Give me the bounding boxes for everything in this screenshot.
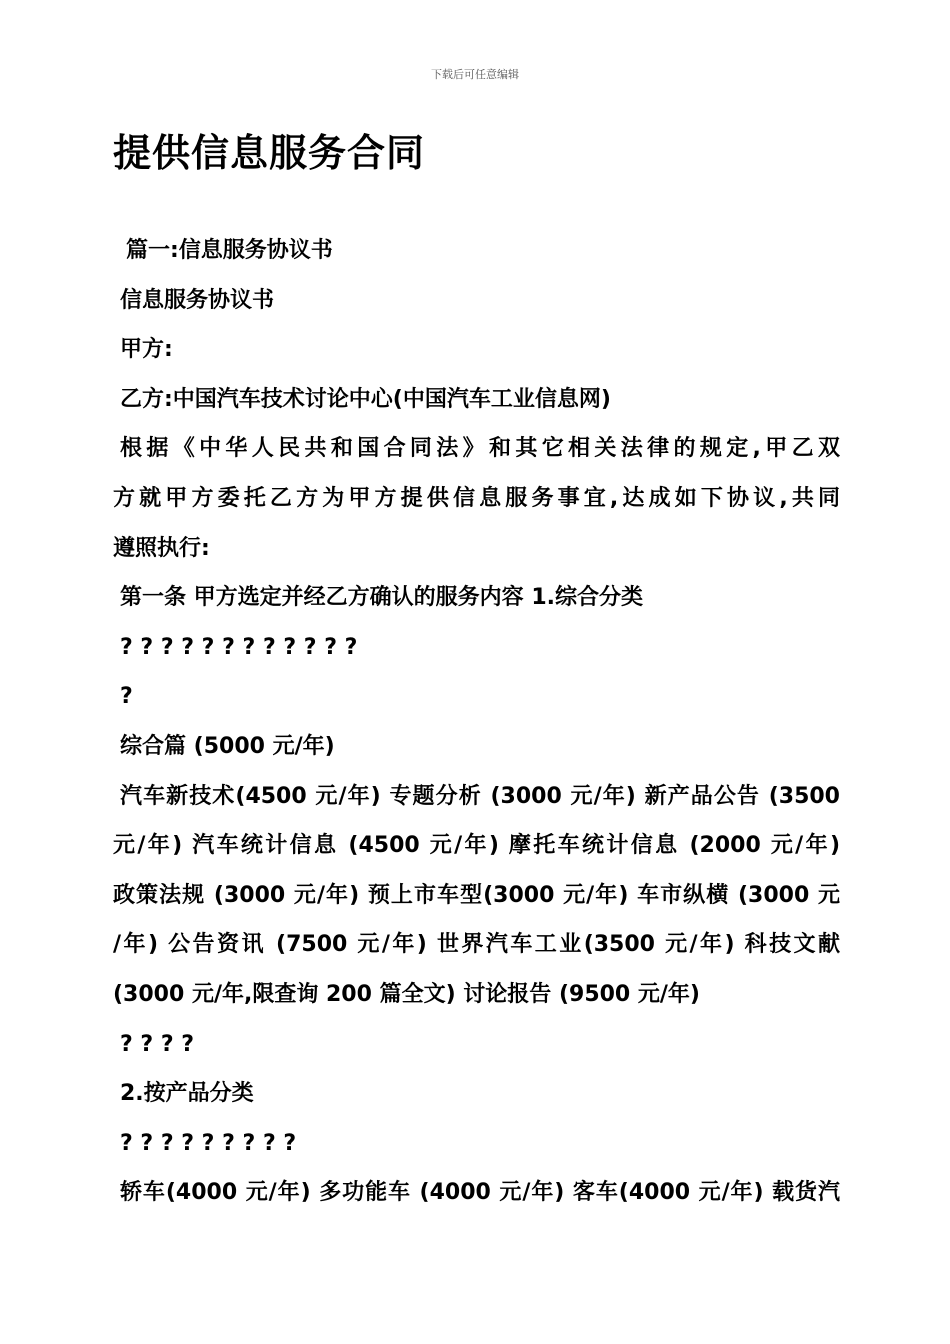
service-list-line: 政策法规 (3000 元/年) 预上市车型(3000 元/年) 车市纵横 (3000 元 (113, 882, 840, 908)
paragraph-line: 方就甲方委托乙方为甲方提供信息服务事宜,达成如下协议,共同 (113, 485, 840, 511)
service-list-line: 元/年) 汽车统计信息 (4500 元/年) 摩托车统计信息 (2000 元/年) (113, 833, 840, 859)
placeholder-line: ? ? ? ? ? ? ? ? ? ? ? ? (120, 634, 358, 660)
service-item-line: 综合篇 (5000 元/年) (120, 733, 335, 759)
service-list-line: (3000 元/年,限查询 200 篇全文) 讨论报告 (9500 元/年) (113, 981, 700, 1007)
section-heading: 篇一:信息服务协议书 (126, 238, 333, 263)
agreement-title: 信息服务协议书 (120, 287, 275, 313)
paragraph-line: 遵照执行: (113, 535, 210, 561)
subsection-heading: 2.按产品分类 (120, 1081, 254, 1107)
document-body (113, 226, 840, 1218)
document-title: 提供信息服务合同 (113, 131, 426, 175)
paragraph-line: 根据《中华人民共和国合同法》和其它相关法律的规定,甲乙双 (120, 436, 840, 462)
service-list-line: /年) 公告资讯 (7500 元/年) 世界汽车工业(3500 元/年) 科技文献 (113, 932, 840, 958)
party-a-line: 甲方: (120, 337, 173, 363)
placeholder-line: ? (120, 684, 133, 710)
placeholder-line: ? ? ? ? ? ? ? ? ? (120, 1130, 297, 1156)
article-one-line: 第一条 甲方选定并经乙方确认的服务内容 1.综合分类 (120, 585, 643, 611)
product-list-line: 轿车(4000 元/年) 多功能车 (4000 元/年) 客车(4000 元/年) 载货汽 (120, 1180, 840, 1206)
header-note: 下载后可任意编辑 (431, 68, 519, 81)
placeholder-line: ? ? ? ? (120, 1031, 195, 1057)
party-b-line: 乙方:中国汽车技术讨论中心(中国汽车工业信息网) (120, 386, 611, 412)
service-list-line: 汽车新技术(4500 元/年) 专题分析 (3000 元/年) 新产品公告 (3500 (120, 783, 840, 809)
